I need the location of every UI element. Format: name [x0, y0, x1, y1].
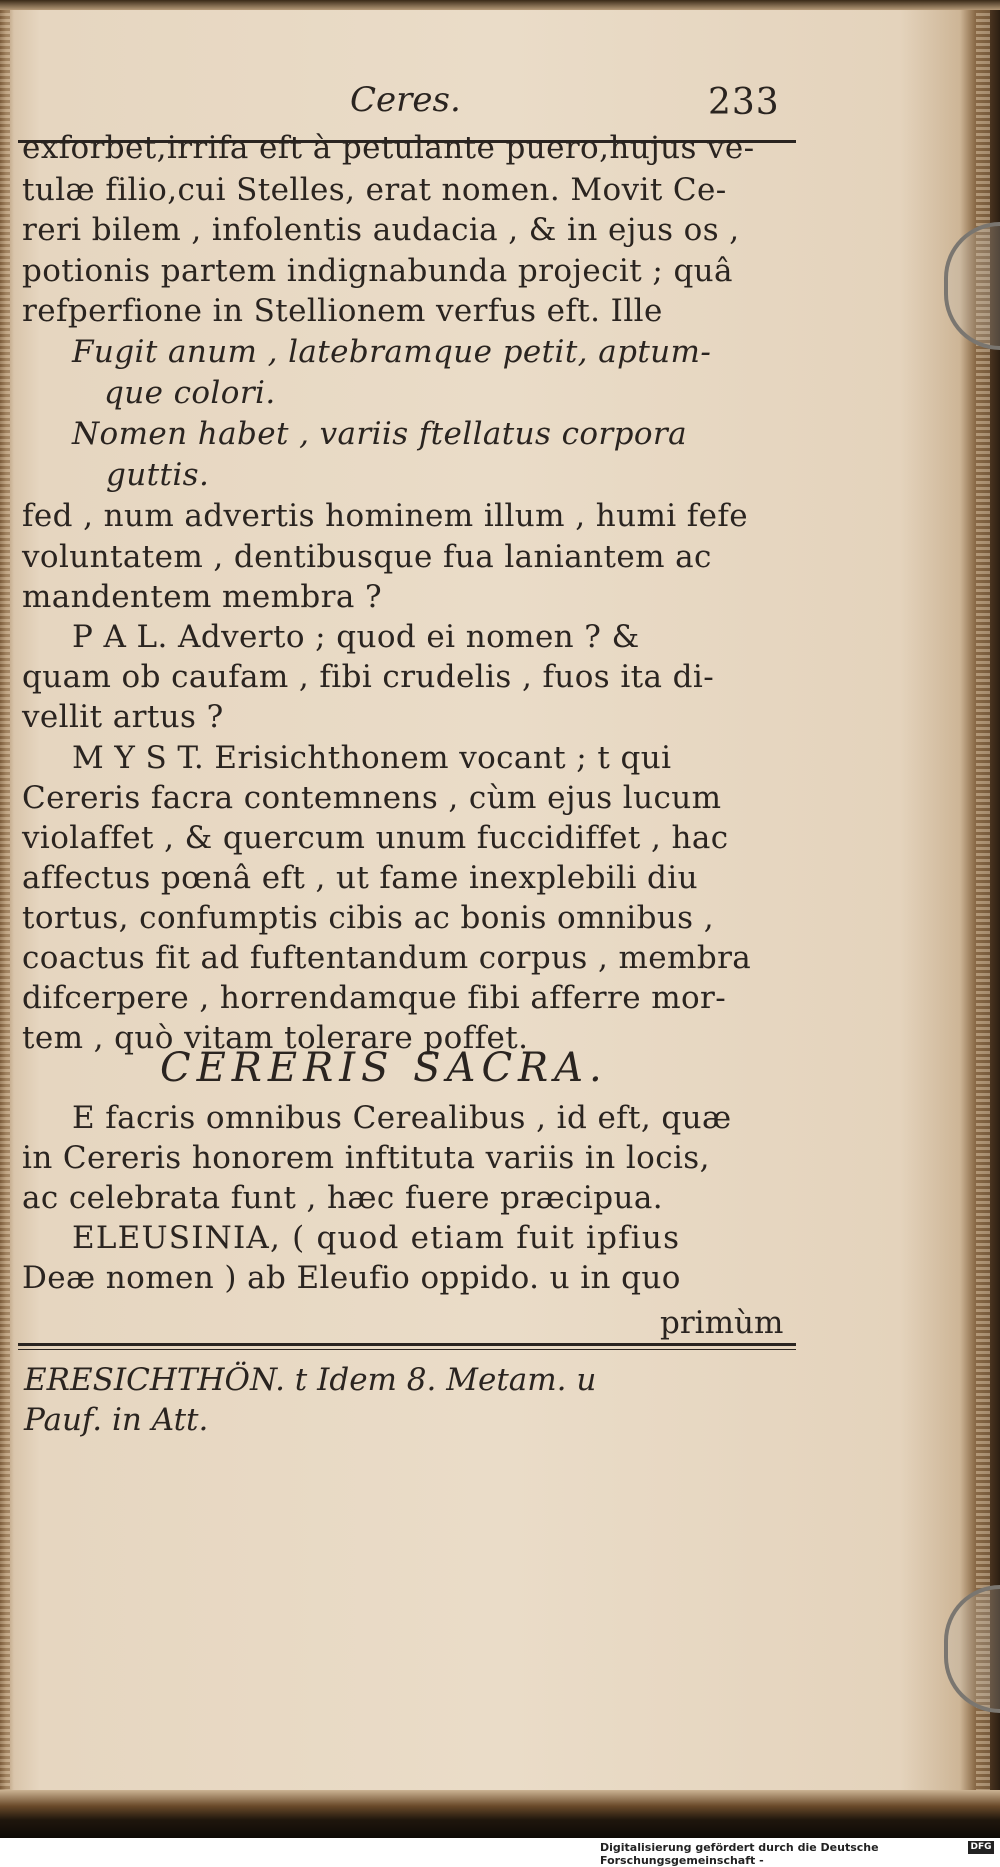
digitization-credit: Digitalisierung gefördert durch die Deutsche Forschungsgemeinschaft - — [600, 1841, 879, 1867]
text-line: fed , num advertis hominem illum , humi fefe — [22, 498, 749, 534]
text-line: potionis partem indignabunda projecit ; quâ — [22, 253, 733, 289]
text-line: vellit artus ? — [22, 699, 224, 735]
text-line: difcerpere , horrendamque fibi afferre mor- — [22, 980, 727, 1016]
running-title: Ceres. — [350, 80, 461, 120]
page-top-shadow — [0, 0, 1000, 10]
text-line: violaffet , & quercum unum fuccidiffet , hac — [22, 820, 729, 856]
verse-line: guttis. — [106, 457, 210, 493]
text-line: Deæ nomen ) ab Eleufio oppido. u in quo — [22, 1260, 681, 1296]
text-line: ELEUSINIA, ( quod etiam fuit ipfius — [72, 1220, 681, 1256]
text-line: ac celebrata funt , hæc fuere præcipua. — [22, 1180, 663, 1216]
text-line: voluntatem , dentibusque fua laniantem ac — [22, 539, 712, 575]
section-heading: CERERIS SACRA. — [160, 1045, 608, 1091]
footnote-rule — [18, 1343, 796, 1346]
text-line: affectus pœnâ eft , ut fame inexplebili diu — [22, 860, 698, 896]
text-line: tulæ filio,cui Stelles, erat nomen. Movit Ce- — [22, 172, 727, 208]
footnote-line: Pauf. in Att. — [24, 1402, 209, 1438]
footnote-rule-thin — [18, 1349, 796, 1350]
text-line: M Y S T. Erisichthonem vocant ; t qui — [72, 740, 672, 776]
text-line: mandentem membra ? — [22, 579, 383, 615]
text-line: P A L. Adverto ; quod ei nomen ? & — [72, 619, 640, 655]
text-line: E facris omnibus Cerealibus , id eft, quæ — [72, 1100, 732, 1136]
page-bottom-shadow — [0, 1790, 1000, 1838]
catchword: primùm — [660, 1305, 784, 1341]
text-line: refperfione in Stellionem verfus eft. Ille — [22, 293, 663, 329]
text-line: reri bilem , infolentis audacia , & in ejus os , — [22, 212, 740, 248]
text-line: quam ob caufam , fibi crudelis , fuos ita di- — [22, 659, 715, 695]
footnote-line: ERESICHTHÖN. t Idem 8. Metam. u — [24, 1362, 597, 1398]
verse-line: Nomen habet , variis ftellatus corpora — [72, 416, 688, 452]
text-line: exforbet,irrifa eft à petulante puero,hujus ve- — [22, 130, 755, 166]
text-line: Cereris facra contemnens , cùm ejus lucum — [22, 780, 722, 816]
verse-line: Fugit anum , latebramque petit, aptum- — [72, 334, 712, 370]
dfg-logo: DFG — [968, 1841, 994, 1854]
verse-line: que colori. — [104, 375, 276, 411]
left-page-edge — [0, 10, 10, 1800]
text-line: in Cereris honorem inftituta variis in locis, — [22, 1140, 710, 1176]
text-line: tem , quò vitam tolerare poffet. — [22, 1020, 529, 1056]
text-line: coactus fit ad fuftentandum corpus , membra — [22, 940, 752, 976]
page-number: 233 — [708, 82, 780, 123]
text-line: tortus, confumptis cibis ac bonis omnibus , — [22, 900, 714, 936]
